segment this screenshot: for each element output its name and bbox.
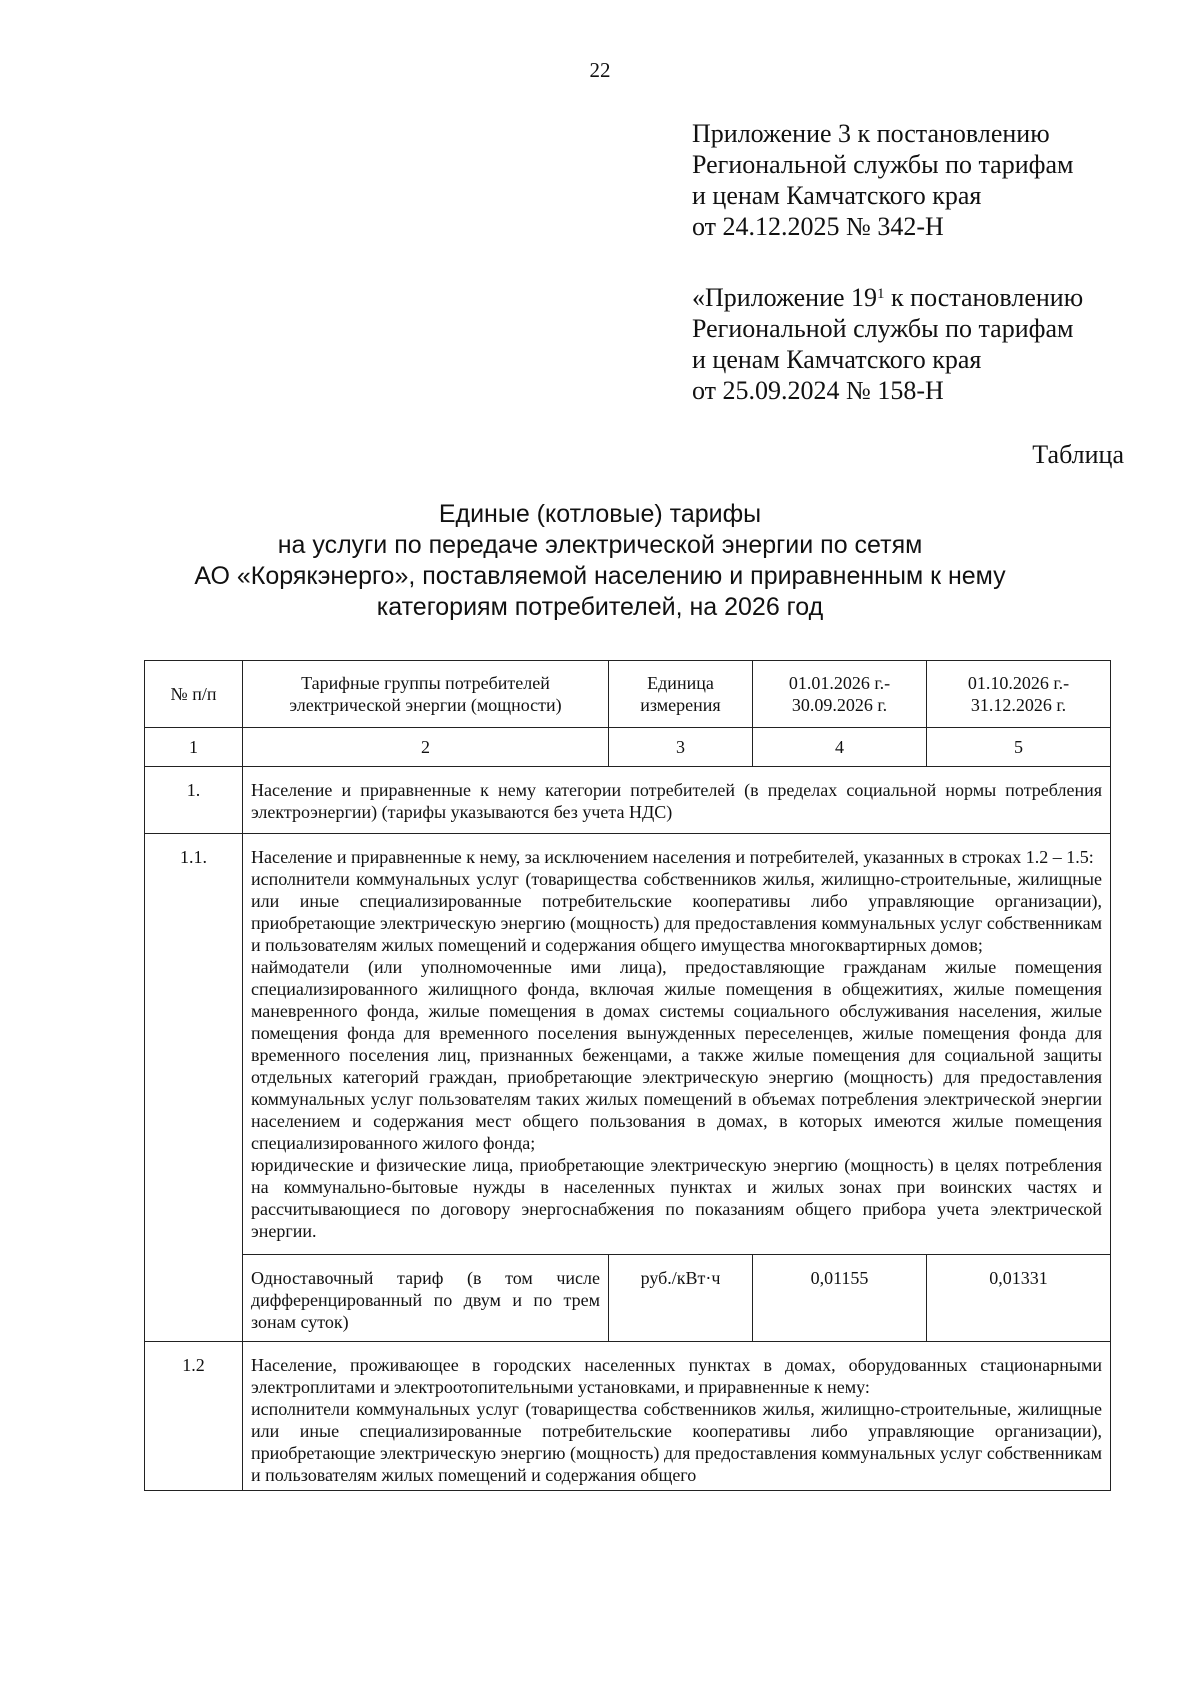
table-label: Таблица [1032,440,1124,469]
column-number: 5 [927,728,1111,767]
column-number: 1 [145,728,243,767]
title-line: категориям потребителей, на 2026 год [376,593,824,621]
appendix-3-line: Приложение 3 к постановлению [692,119,1050,148]
column-number-row [145,728,1111,767]
table-row [145,1342,1111,1491]
row-paragraph: юридические и физические лица, приобретающие электрическую энергию (мощность) в целях потребления на коммунально-бытовые нужды в населенных пунктах и жилых зонах при воинских частях и рассчитывающиеся по договору энергоснабжения по показаниям общего прибора учета электрической энергии. [251,1155,1102,1241]
header-unit: Единица измерения [609,661,753,728]
page-number: 22 [589,58,611,82]
header-num: № п/п [145,661,243,728]
tariff-table [144,660,1111,1491]
table-row [145,834,1111,1255]
appendix-3-line: от 24.12.2025 № 342-Н [692,212,944,241]
title-line: Единые (котловые) тарифы [438,500,762,528]
appendix-19-line: и ценам Камчатского края [692,345,982,374]
column-number: 2 [243,728,609,767]
row-number: 1. [145,767,243,834]
appendix-19-line: от 25.09.2024 № 158-Н [692,376,944,405]
table-row [145,767,1111,834]
row-text [243,834,1111,1255]
tariff-name: Одноставочный тариф (в том числе дифференцированный по двум и по трем зонам суток) [243,1255,609,1342]
row-text [243,1342,1111,1491]
appendix-19-line: Региональной службы по тарифам [692,314,1074,343]
row-paragraph: наймодатели (или уполномоченные ими лица), предоставляющие гражданам жилые помещения специализированного жилищного фонда, включая жилые помещения в общежитиях, жилые помещения маневренного фонда, жилые помещения в домах системы социального обслуживания населения, жилые помещения фонда для временного поселения вынужденных переселенцев, жилые помещения фонда для временного поселения лиц, признанных беженцами, а также жилые помещения для социальной защиты отдельных категорий граждан, приобретающие электрическую энергию (мощность) для предоставления коммунальных услуг пользователям таких жилых помещений в объемах потребления электрической энергии населением и содержания мест общего пользования в домах, в которых имеются жилые помещения специализированного жилого фонда; [251,957,1102,1153]
row-number: 1.1. [145,834,243,1342]
row-paragraph: исполнители коммунальных услуг (товарищества собственников жилья, жилищно-строительные, жилищные или иные специализированные потребительские кооперативы либо управляющие организации), приобретающие электрическую энергию (мощность) для предоставления коммунальных услуг собственникам и пользователям жилых помещений и содержания общего [251,1399,1102,1485]
row-text: Население и приравненные к нему категории потребителей (в пределах социальной нормы потребления электроэнергии) (тарифы указываются без учета НДС) [243,767,1111,834]
header-groups: Тарифные группы потребителей электрической энергии (мощности) [243,661,609,728]
tariff-value-period-2: 0,01331 [927,1255,1111,1342]
column-number: 4 [753,728,927,767]
tariff-unit: руб./кВт·ч [609,1255,753,1342]
appendix-3-line: Региональной службы по тарифам [692,150,1074,179]
appendix-3-line: и ценам Камчатского края [692,181,982,210]
row-paragraph: Население, проживающее в городских населенных пунктах в домах, оборудованных стационарными электроплитами и электроотопительными установками, и приравненные к нему: [251,1355,1102,1397]
header-period-2: 01.10.2026 г.- 31.12.2026 г. [927,661,1111,728]
document-title [0,499,1200,623]
title-line: на услуги по передаче электрической энергии по сетям [277,531,923,559]
superscript: 1 [877,286,885,302]
column-number: 3 [609,728,753,767]
appendix-19-line: «Приложение $19^1$ к постановлению [692,283,1084,312]
row-number: 1.2 [145,1342,243,1491]
row-paragraph: исполнители коммунальных услуг (товарищества собственников жилья, жилищно-строительные, жилищные или иные специализированные потребительские кооперативы либо управляющие организации), приобретающие электрическую энергию (мощность) для предоставления коммунальных услуг собственникам и пользователям жилых помещений и содержания общего имущества многоквартирных домов; [251,869,1102,955]
title-line: АО «Корякэнерго», поставляемой населению и приравненным к нему [194,562,1006,590]
header-period-1: 01.01.2026 г.- 30.09.2026 г. [753,661,927,728]
appendix-3-header [692,118,1073,242]
row-paragraph: Население и приравненные к нему, за исключением населения и потребителей, указанных в строках 1.2 – 1.5: [251,847,1094,867]
tariff-value-period-1: 0,01155 [753,1255,927,1342]
table-header-row [145,661,1111,728]
tariff-row [145,1255,1111,1342]
appendix-19-header [692,282,1083,406]
